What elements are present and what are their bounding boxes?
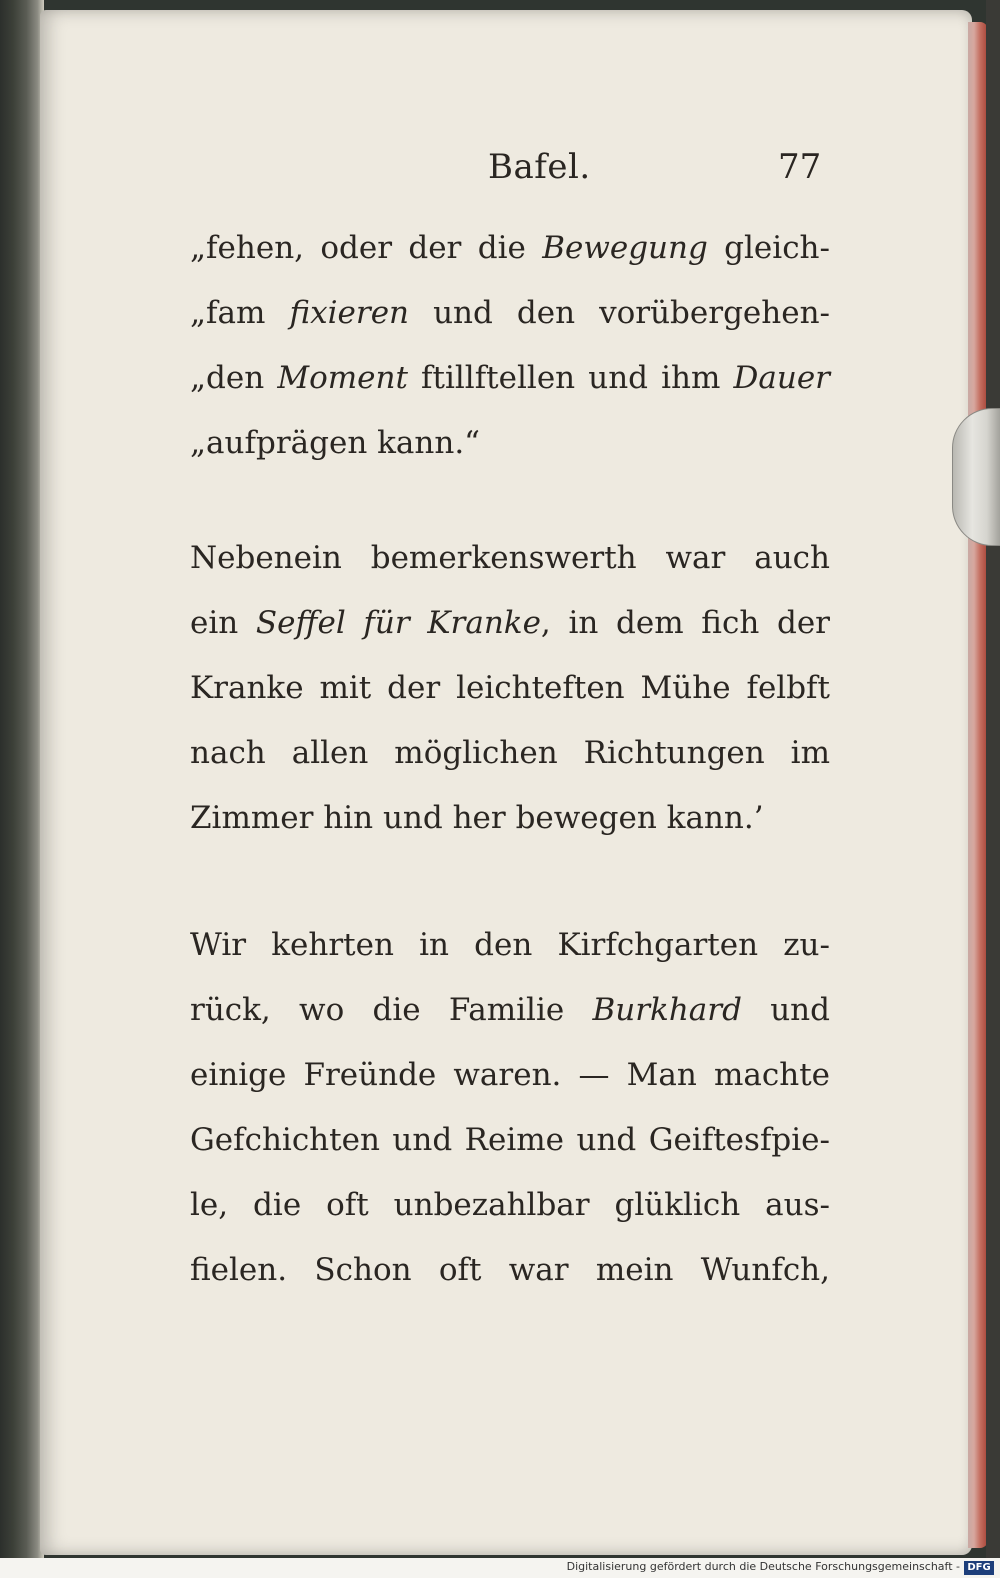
footer-credit: Digitalisierung gefördert durch die Deutsche Forschungsgemeinschaft -	[566, 1560, 960, 1573]
text-segment: „fehen, oder der die	[190, 230, 543, 266]
text-segment: Wir kehrten in den Kirfchgarten zu-	[190, 927, 830, 963]
text-line	[190, 1120, 830, 1160]
text-line	[190, 733, 830, 773]
text-segment: ftillftellen und ihm	[407, 360, 734, 396]
italic-segment: Dauer	[733, 360, 830, 396]
italic-segment: Seffel für Kranke	[255, 605, 541, 641]
text-segment: „den	[190, 360, 278, 396]
italic-segment: Moment	[277, 360, 408, 396]
italic-segment: Burkhard	[592, 992, 742, 1028]
text-segment: rück, wo die Familie	[190, 992, 593, 1028]
text-line	[190, 925, 830, 965]
text-line	[190, 1250, 830, 1290]
text-segment: gleich-	[707, 230, 830, 266]
text-line	[190, 668, 830, 708]
text-segment: le, die oft unbezahlbar glüklich aus-	[190, 1187, 830, 1223]
text-segment: und	[741, 992, 830, 1028]
text-segment: , in dem fich der	[540, 605, 831, 641]
text-line	[190, 1185, 830, 1225]
text-line	[190, 798, 830, 838]
text-segment: „aufprägen kann.“	[190, 425, 481, 461]
running-header-title: Bafel.	[488, 147, 591, 187]
text-segment: und den vorübergehen-	[409, 295, 831, 331]
italic-segment: fixieren	[289, 295, 410, 331]
text-segment: nach allen möglichen Richtungen im	[190, 735, 830, 771]
dfg-logo: DFG	[964, 1561, 994, 1575]
text-line	[190, 538, 830, 578]
text-line	[190, 228, 830, 268]
text-segment: Zimmer hin und her bewegen kann.’	[190, 800, 764, 836]
text-segment: einige Freünde waren. — Man machte	[190, 1057, 830, 1093]
text-line	[190, 1055, 830, 1095]
text-line	[190, 603, 830, 643]
text-segment: Nebenein bemerkenswerth war auch	[190, 540, 830, 576]
text-line	[190, 293, 830, 333]
text-line	[190, 990, 830, 1030]
text-segment: „fam	[190, 295, 290, 331]
text-segment: fielen. Schon oft war mein Wunfch,	[190, 1252, 830, 1288]
italic-segment: Bewegung	[542, 230, 708, 266]
text-segment: ein	[190, 605, 256, 641]
text-segment: Gefchichten und Reime und Geiftesfpie-	[190, 1122, 830, 1158]
text-line	[190, 358, 830, 398]
page-number: 77	[778, 147, 822, 187]
text-line	[190, 423, 830, 463]
text-segment: Kranke mit der leichteften Mühe felbft	[190, 670, 830, 706]
